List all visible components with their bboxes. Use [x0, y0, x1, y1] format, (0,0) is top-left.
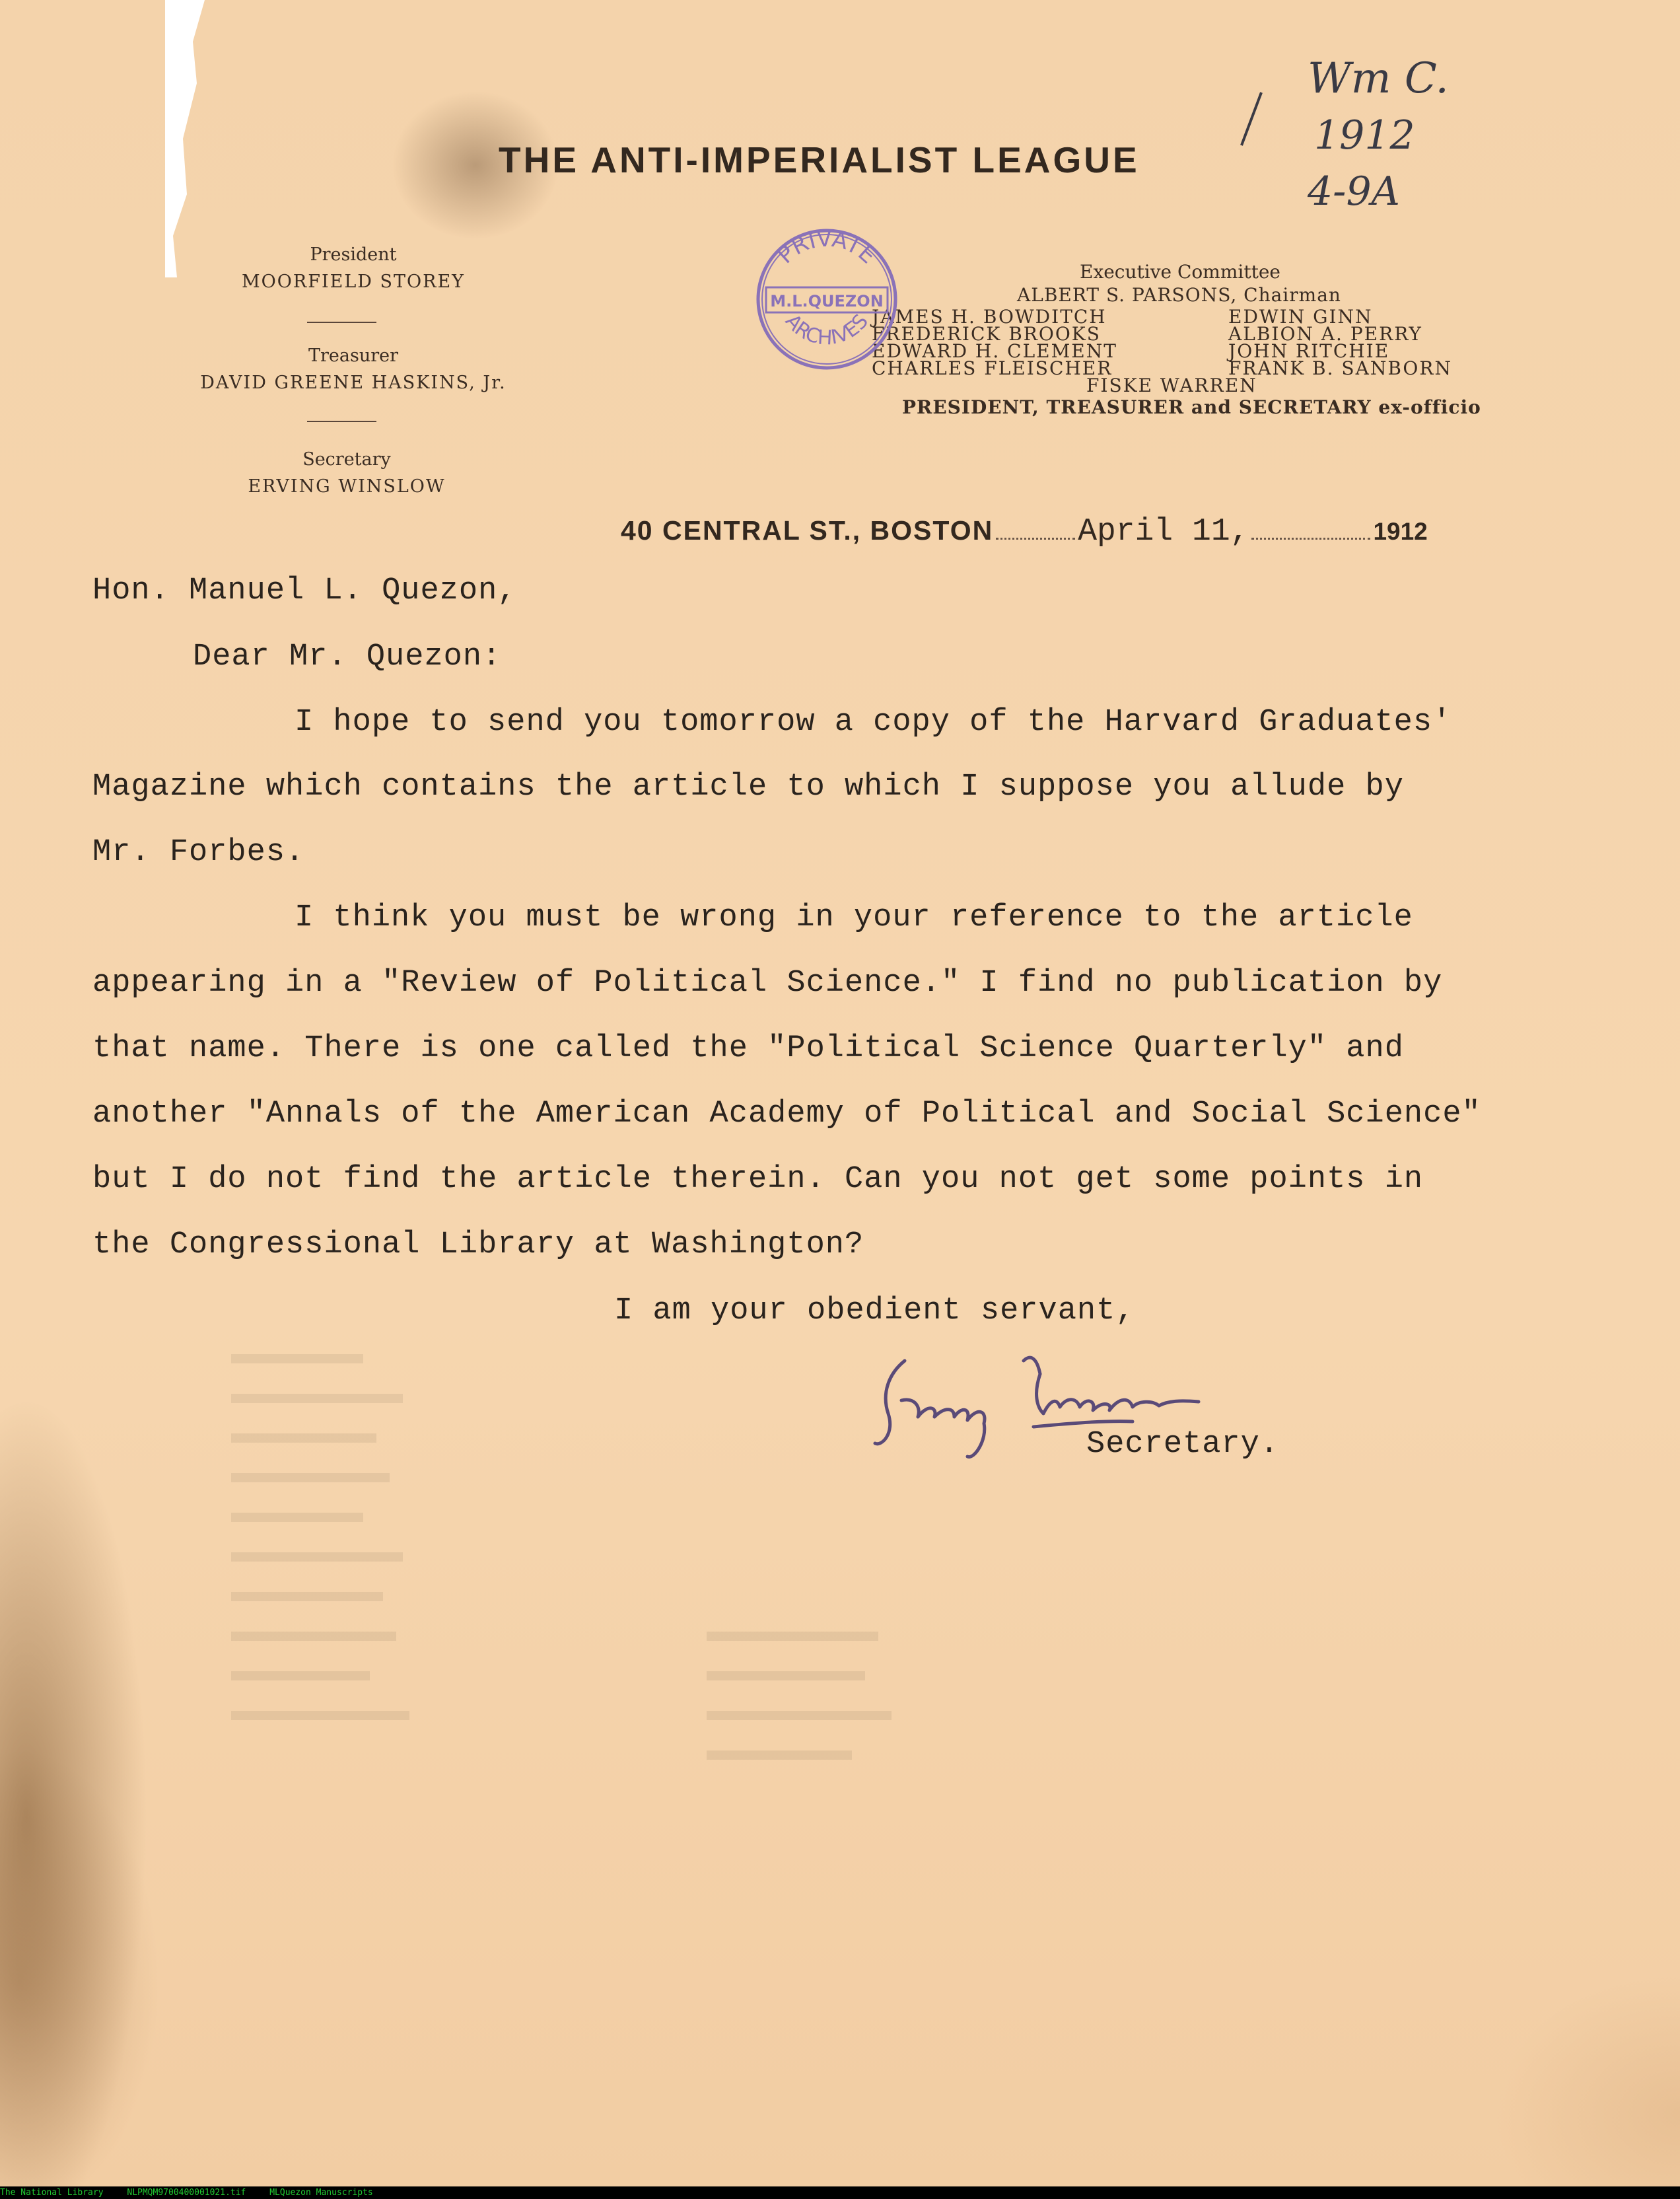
- officer-treasurer: [145, 345, 561, 393]
- torn-edge: [165, 0, 205, 277]
- committee-chairman: ALBERT S. PARSONS, Chairman: [1017, 284, 1341, 306]
- recipient: Hon. Manuel L. Quezon,: [92, 573, 517, 608]
- divider: [307, 322, 376, 323]
- body-line: another "Annals of the American Academy of Political and Social Science": [92, 1097, 1481, 1132]
- stamp-top-text: PRIVATE: [772, 227, 882, 270]
- pencil-note: 4-9A: [1308, 168, 1400, 215]
- body-line: appearing in a "Review of Political Science." I find no publication by: [92, 966, 1443, 1001]
- officer-name: ERVING WINSLOW: [248, 476, 446, 497]
- letterhead-year: 1912: [1373, 518, 1428, 545]
- committee-member: CHARLES FLEISCHER: [872, 357, 1113, 379]
- officer-secretary: [198, 449, 495, 497]
- stamp-bottom-text: ARCHIVES: [780, 310, 874, 350]
- committee-member: EDWIN GINN: [1228, 306, 1373, 328]
- committee-member: JOHN RITCHIE: [1228, 340, 1390, 362]
- officer-name: MOORFIELD STOREY: [241, 271, 466, 292]
- officer-name: DAVID GREENE HASKINS, Jr.: [200, 373, 507, 393]
- pencil-note: 1912: [1314, 112, 1415, 159]
- salutation: Dear Mr. Quezon:: [193, 639, 502, 674]
- body-line: that name. There is one called the "Political Science Quarterly" and: [92, 1031, 1404, 1066]
- officer-role: Treasurer: [308, 345, 399, 366]
- body-line: Mr. Forbes.: [92, 835, 305, 870]
- letter-date: April 11,: [1078, 514, 1249, 550]
- scan-footer: [0, 2186, 1680, 2199]
- body-line: I hope to send you tomorrow a copy of the Harvard Graduates': [295, 705, 1452, 740]
- body-line: I think you must be wrong in your reference to the article: [295, 900, 1413, 935]
- committee-member: FREDERICK BROOKS: [872, 323, 1101, 345]
- committee-heading: Executive Committee: [1080, 261, 1280, 283]
- letterhead-address: 40 CENTRAL ST., BOSTON: [621, 515, 994, 546]
- svg-text:ARCHIVES: [781, 310, 873, 349]
- footer-library: The National Library: [0, 2188, 104, 2198]
- committee-member: FISKE WARREN: [1086, 375, 1257, 396]
- closing: I am your obedient servant,: [614, 1293, 1135, 1328]
- footer-collection: MLQuezon Manuscripts: [269, 2188, 373, 2198]
- committee-member: FRANK B. SANBORN: [1228, 357, 1452, 379]
- signature-title: Secretary.: [1086, 1427, 1280, 1462]
- league-title: THE ANTI-IMPERIALIST LEAGUE: [499, 139, 1140, 180]
- ex-officio-note: PRESIDENT, TREASURER and SECRETARY ex-officio: [902, 396, 1481, 418]
- address-date-line: [621, 514, 1428, 550]
- pencil-note: Wm C.: [1308, 54, 1449, 103]
- divider: [307, 421, 376, 422]
- committee-member: ALBION A. PERRY: [1228, 323, 1422, 345]
- pencil-annotation: [1222, 26, 1473, 225]
- stamp-middle-text: M.L.QUEZON: [770, 292, 884, 310]
- committee-member: JAMES H. BOWDITCH: [872, 306, 1107, 328]
- body-line: the Congressional Library at Washington?: [92, 1227, 864, 1262]
- dotted-rule: [1251, 538, 1370, 540]
- svg-text:PRIVATE: [773, 227, 881, 269]
- body-line: Magazine which contains the article to which I suppose you allude by: [92, 770, 1404, 805]
- dotted-rule: [996, 538, 1075, 540]
- committee-member: EDWARD H. CLEMENT: [872, 340, 1117, 362]
- officer-role: President: [310, 244, 397, 265]
- officer-role: Secretary: [302, 449, 391, 470]
- officer-president: [198, 244, 508, 292]
- body-line: but I do not find the article therein. Can you not get some points in: [92, 1162, 1424, 1197]
- archive-stamp: [754, 227, 899, 372]
- footer-file: NLPMQM9700400001021.tif: [127, 2188, 246, 2198]
